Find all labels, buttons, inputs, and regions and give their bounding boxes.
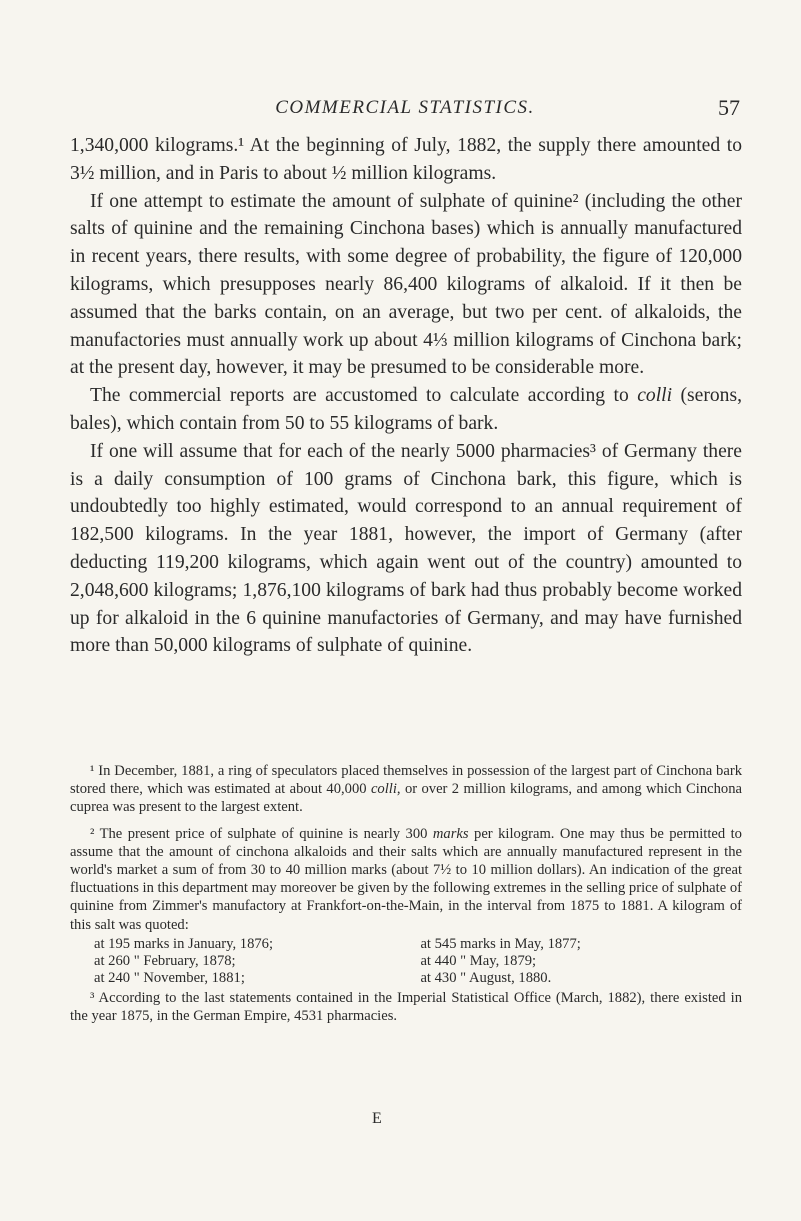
running-head: COMMERCIAL STATISTICS. [275,97,535,118]
footnote-2-italic: marks [432,825,469,842]
paragraph-3 [70,382,742,438]
footnote-2-after: per kilogram. One may thus be permitted to assume that the amount of cinchona alkaloids and their salts which are annually manufactured represent in the world's market a sum of from 30 to 40 million marks (about 7½ to 10 million dollars). An indication of the great fluctuations in this department may moreover be given by the following extremes in the selling price of sulphate of quinine from Zimmer's manufactory at Frankfort-on-the-Main, in the interval from 1875 to 1881. A kilogram of this salt was quoted: [70,825,742,933]
page-number: 57 [718,95,740,120]
footnote-1-italic: colli [370,781,397,798]
price-cell: at 545 marks in May, 1877; [420,935,581,952]
price-cell: at 260 " February, 1878; [94,952,236,969]
price-cell: at 430 " August, 1880. [420,969,552,986]
footnote-1-before: ¹ In December, 1881, a ring of speculators placed themselves in possession of the largest part of Cinchona bark stored there, which was estimated at about 40,000 [70,763,742,798]
footnote-2 [70,825,742,934]
price-row [94,936,714,953]
footnote-1 [70,762,742,817]
footnote-1-after: , or over 2 million kilograms, and among which Cinchona cuprea was present to the largest extent. [70,781,742,816]
footnote-2-before: ² The present price of sulphate of quinine is nearly 300 [90,825,433,842]
colli-text-after: (serons, bales), which contain from 50 to 55 kilograms of bark. [70,385,742,434]
paragraph-2: If one attempt to estimate the amount of sulphate of quinine² (including the other salts of quinine and the remaining Cinchona bases) which is annually manufactured in recent years, there results, with some degree of probability, the figure of 120,000 kilograms, which presupposes nearly 86,400 kilograms of alkaloid. If it then be assumed that the barks contain, on an average, but two per cent. of alkaloids, the manufactories must annually work up about 4⅓ million kilograms of Cinchona bark; at the present day, however, it may be presumed to be considerable more. [70,190,742,379]
price-cell: at 195 marks in January, 1876; [94,935,274,952]
paragraph-1: 1,340,000 kilograms.¹ At the beginning of July, 1882, the supply there amounted to 3½ million, and in Paris to about ½ million kilograms. [70,135,742,184]
signature-mark: E [372,1110,382,1127]
colli-italic: colli [637,385,673,407]
price-row [94,970,714,987]
price-cell: at 440 " May, 1879; [420,952,537,969]
paragraph-4: If one will assume that for each of the nearly 5000 pharmacies³ of Germany there is a daily consumption of 100 grams of Cinchona bark, this figure, which is undoubtedly too highly estimated, would correspond to an annual requirement of 182,500 kilograms. In the year 1881, however, the import of Germany (after deducting 119,200 kilograms, which again went out of the country) amounted to 2,048,600 kilograms; 1,876,100 kilograms of bark had thus probably become worked up for alkaloid in the 6 quinine manufactories of Germany, and may have furnished more than 50,000 kilograms of sulphate of quinine. [70,440,742,657]
price-table [94,936,714,987]
price-row [94,953,714,970]
body-text [70,132,742,660]
page-header [70,95,740,125]
footnote-3: ³ According to the last statements contained in the Imperial Statistical Office (March, 1882), there existed in the year 1875, in the German Empire, 4531 pharmacies. [70,989,742,1025]
colli-text-before: The commercial reports are accustomed to calculate according to [90,385,638,407]
price-cell: at 240 " November, 1881; [94,969,245,986]
footnotes [70,762,742,1033]
